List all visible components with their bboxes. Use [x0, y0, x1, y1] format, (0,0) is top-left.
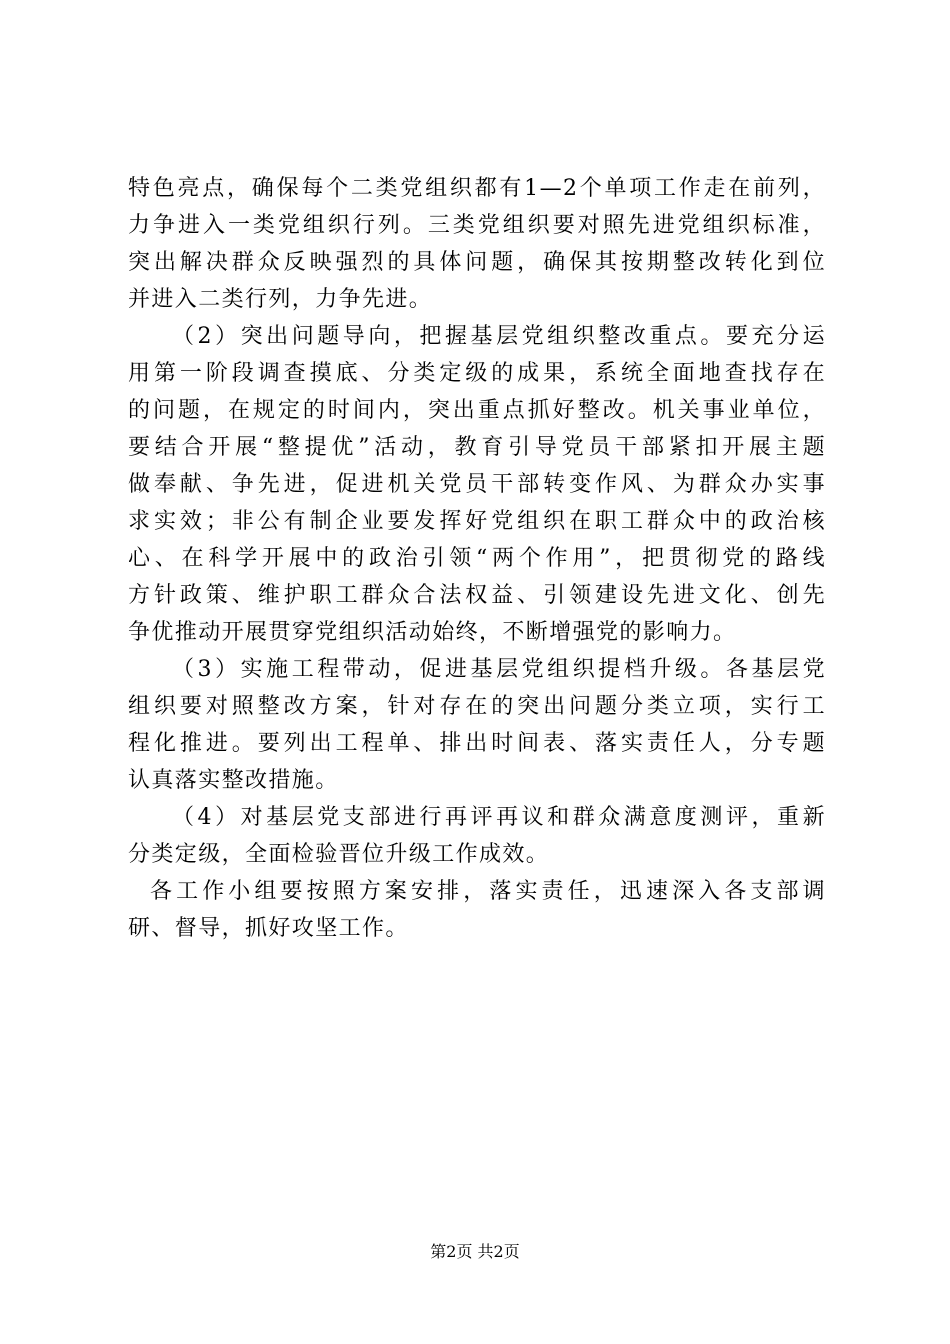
document-body	[128, 170, 826, 947]
text-line: （2）突出问题导向，把握基层党组织整改重点。要充分运	[172, 324, 826, 349]
page-number-footer: 第2页 共2页	[430, 1242, 520, 1261]
text-line: 突出解决群众反映强烈的具体问题，确保其按期整改转化到位	[128, 250, 826, 275]
text-line: 要结合开展“整提优”活动，教育引导党员干部紧扣开展主题	[128, 435, 826, 460]
text-line: 分类定级，全面检验晋位升级工作成效。	[128, 842, 550, 867]
text-line: 用第一阶段调查摸底、分类定级的成果，系统全面地查找存在	[128, 361, 826, 386]
text-line: 争优推动开展贯穿党组织活动始终，不断增强党的影响力。	[128, 620, 737, 645]
text-line: 认真落实整改措施。	[128, 768, 339, 793]
text-line: 求实效；非公有制企业要发挥好党组织在职工群众中的政治核	[128, 509, 826, 534]
text-line: （4）对基层党支部进行再评再议和群众满意度测评，重新	[172, 805, 826, 830]
text-line: 方针政策、维护职工群众合法权益、引领建设先进文化、创先	[128, 583, 826, 608]
text-line: 做奉献、争先进，促进机关党员干部转变作风、为群众办实事	[128, 472, 826, 497]
text-line: 的问题，在规定的时间内，突出重点抓好整改。机关事业单位，	[128, 398, 826, 423]
text-line: 并进入二类行列，力争先进。	[128, 287, 433, 312]
text-line: 组织要对照整改方案，针对存在的突出问题分类立项，实行工	[128, 694, 826, 719]
text-line: （3）实施工程带动，促进基层党组织提档升级。各基层党	[172, 657, 826, 682]
text-line: 程化推进。要列出工程单、排出时间表、落实责任人，分专题	[128, 731, 826, 756]
text-line: 各工作小组要按照方案安排，落实责任，迅速深入各支部调	[150, 879, 826, 904]
text-line: 心、在科学开展中的政治引领“两个作用”，把贯彻党的路线	[128, 546, 826, 571]
text-line: 力争进入一类党组织行列。三类党组织要对照先进党组织标准，	[128, 213, 826, 238]
text-line: 特色亮点，确保每个二类党组织都有1—2个单项工作走在前列，	[128, 176, 826, 201]
text-line: 研、督导，抓好攻坚工作。	[128, 916, 409, 941]
